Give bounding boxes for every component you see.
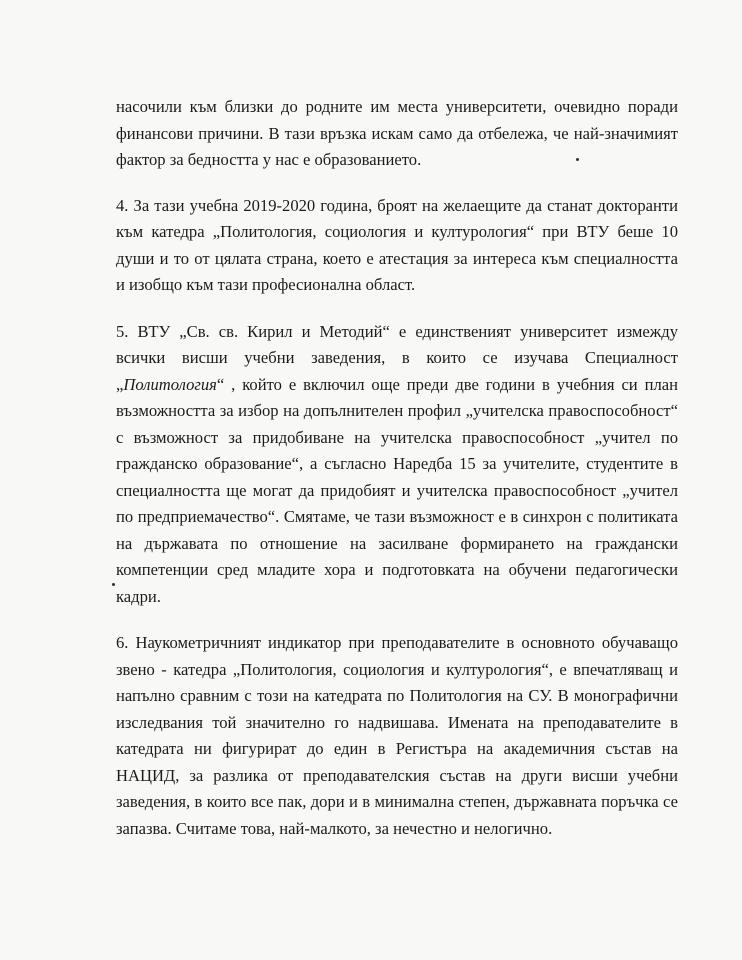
paragraph-5-text-end: “ , който е включил още преди две години в учебния си план възможността за избор на допълнителен профил „учителска правоспособност“ с възможност за придобиване на учителска правоспособност „учител по гражданско образование“, а съгласно Наредба 15 за учителите, студентите в специалността ще могат да придобият и учителска правоспособност „учител по предприемачество“. Смятаме, че тази възможност е в синхрон с политиката на държавата по отношение на засилване формирането на граждански компетенции сред младите хора и подготовката на обучени педагогически кадри. — [116, 374, 678, 606]
paragraph-5 — [116, 319, 678, 611]
paragraph-4: 4. За тази учебна 2019-2020 година, броят на желаещите да станат докторанти към катедра „Политология, социология и културология“ при ВТУ беше 10 души и то от цялата страна, което е атестация за интереса към специалността и изобщо към тази професионална област. — [116, 195, 678, 294]
scan-speck — [576, 158, 579, 161]
paragraph-6: 6. Наукометричният индикатор при преподавателите в основното обучаващо звено - катедра „Политология, социология и културология“, е впечатляващ и напълно сравним с този на катедрата по Политология на СУ. В монографични изследвания той значително го надвишава. Имената на преподавателите в катедрата ни фигурират до един в Регистъра на академичния състав на НАЦИД, за разлика от преподавателския състав на други висши учебни заведения, в които все пак, дори и в минимална степен, държавната поръчка се запазва. Считаме това, най-малкото, за нечестно и нелогично. — [116, 633, 678, 838]
paragraph-continuation: насочили към близки до родните им места университети, очевидно поради финансови причини. В тази връзка искам само да отбележа, че най-значимият фактор за бедността у нас е образованието. — [116, 97, 678, 169]
paragraph-5-italic-term: Политология — [123, 374, 217, 394]
paragraph-5-text-start: 5. ВТУ „Св. св. Кирил и Методий“ е единственият университет измежду всички висши учебни заведения, в които се изучава Специалност „ — [116, 321, 678, 394]
document-body — [116, 94, 678, 862]
scan-speck — [112, 583, 115, 586]
